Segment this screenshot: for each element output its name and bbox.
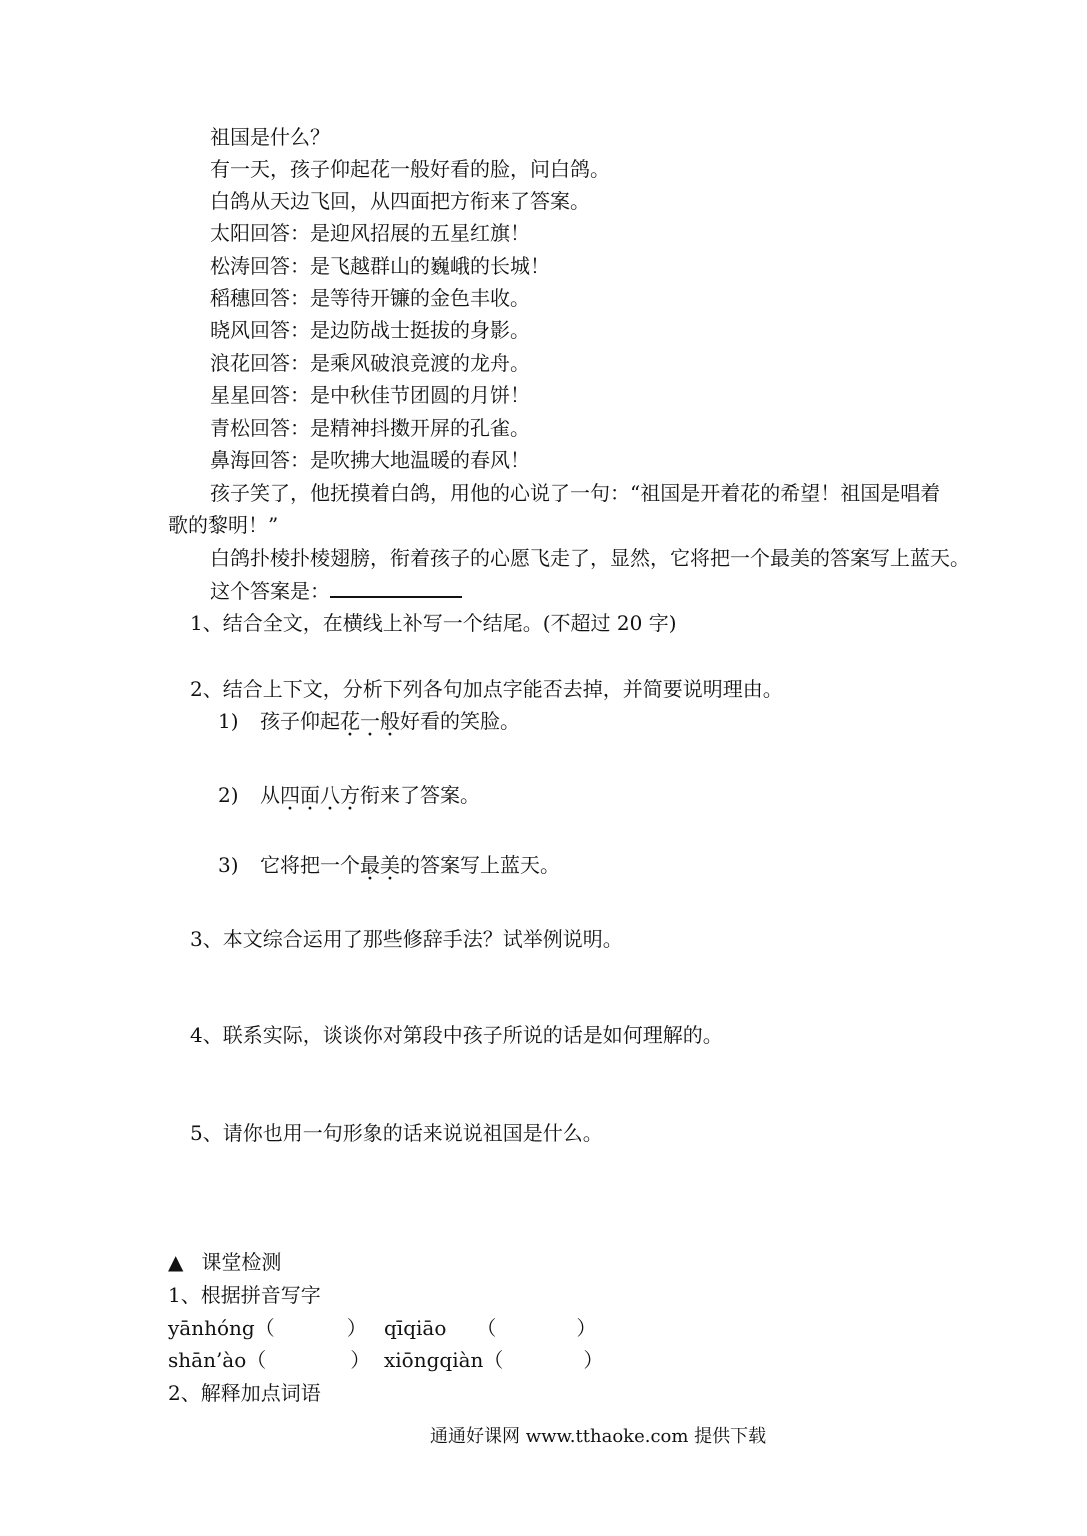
dotted-words [360, 853, 400, 877]
dotted-char: 四 [280, 783, 300, 807]
section-heading [168, 1249, 281, 1275]
item-number: 2) [218, 783, 239, 807]
question-1: 1、结合全文，在横线上补写一个结尾。(不超过 20 字) [190, 611, 677, 635]
question-2-item-1 [218, 708, 520, 734]
answer-line [210, 578, 462, 604]
poem-line: 歌的黎明！” [168, 513, 279, 537]
poem-line: 有一天，孩子仰起花一般好看的脸，问白鸽。 [210, 157, 610, 181]
question-2-item-2 [218, 782, 480, 808]
paren-close: ） [346, 1316, 367, 1340]
sentence-text: 好看的笑脸。 [400, 709, 520, 733]
pinyin-text: shān’ào（ [168, 1348, 267, 1372]
paren-close: ） [576, 1316, 597, 1340]
section-title: 课堂检测 [201, 1250, 282, 1274]
pinyin-item [384, 1315, 596, 1341]
pinyin-text: yānhóng（ [168, 1316, 275, 1340]
pinyin-item [384, 1347, 603, 1373]
pinyin-text: xiōngqiàn（ [384, 1348, 504, 1372]
question-4: 4、联系实际，谈谈你对第段中孩子所说的话是如何理解的。 [190, 1023, 723, 1047]
pinyin-item [168, 1347, 370, 1373]
pinyin-text: qīqiāo [384, 1316, 447, 1340]
poem-line: 稻穗回答：是等待开镰的金色丰收。 [210, 286, 530, 310]
answer-blank[interactable] [330, 578, 462, 598]
question-2: 2、结合上下文，分析下列各句加点字能否去掉，并简要说明理由。 [190, 677, 783, 701]
check-item-2: 2、解释加点词语 [168, 1381, 321, 1405]
poem-line: 青松回答：是精神抖擞开屏的孔雀。 [210, 416, 530, 440]
paren-close: ） [583, 1348, 604, 1372]
poem-line: 孩子笑了，他抚摸着白鸽，用他的心说了一句：“祖国是开着花的希望！祖国是唱着 [210, 481, 941, 505]
poem-line: 白鸽扑棱扑棱翅膀，衔着孩子的心愿飞走了，显然，它将把一个最美的答案写上蓝天。 [210, 546, 970, 570]
poem-line: 太阳回答：是迎风招展的五星红旗！ [210, 221, 530, 245]
dotted-char: 面 [300, 783, 320, 807]
sentence-text: 衔来了答案。 [360, 783, 480, 807]
poem-line: 星星回答：是中秋佳节团圆的月饼！ [210, 383, 530, 407]
dotted-char: 美 [380, 853, 400, 877]
poem-line: 鼻海回答：是吹拂大地温暖的春风！ [210, 448, 530, 472]
question-2-item-3 [218, 852, 560, 878]
dotted-char: 八 [320, 783, 340, 807]
dotted-char: 一 [360, 709, 380, 733]
sentence-text: 的答案写上蓝天。 [400, 853, 560, 877]
poem-line: 松涛回答：是飞越群山的巍峨的长城！ [210, 254, 550, 278]
dotted-char: 方 [340, 783, 360, 807]
dotted-char: 最 [360, 853, 380, 877]
paren-open: （ [476, 1316, 497, 1340]
poem-line: 白鸽从天边飞回，从四面把方衔来了答案。 [210, 189, 590, 213]
item-number: 3) [218, 853, 239, 877]
triangle-icon: ▲ [168, 1250, 184, 1274]
answer-label: 这个答案是： [210, 579, 330, 603]
dotted-char: 花 [340, 709, 360, 733]
dotted-words [280, 783, 360, 807]
poem-line: 晓风回答：是边防战士挺拔的身影。 [210, 318, 530, 342]
poem-line: 浪花回答：是乘风破浪竞渡的龙舟。 [210, 351, 530, 375]
poem-line: 祖国是什么？ [210, 125, 330, 149]
dotted-words [340, 709, 400, 733]
sentence-text: 孩子仰起 [260, 709, 340, 733]
sentence-text: 它将把一个 [260, 853, 360, 877]
check-item-1: 1、根据拼音写字 [168, 1283, 321, 1307]
page-footer: 通通好课网 www.tthaoke.com 提供下载 [430, 1426, 767, 1447]
dotted-char: 般 [380, 709, 400, 733]
question-3: 3、本文综合运用了那些修辞手法？试举例说明。 [190, 927, 623, 951]
sentence-text: 从 [260, 783, 280, 807]
paren-close: ） [350, 1348, 371, 1372]
item-number: 1) [218, 709, 239, 733]
question-5: 5、请你也用一句形象的话来说说祖国是什么。 [190, 1121, 603, 1145]
pinyin-item [168, 1315, 367, 1341]
